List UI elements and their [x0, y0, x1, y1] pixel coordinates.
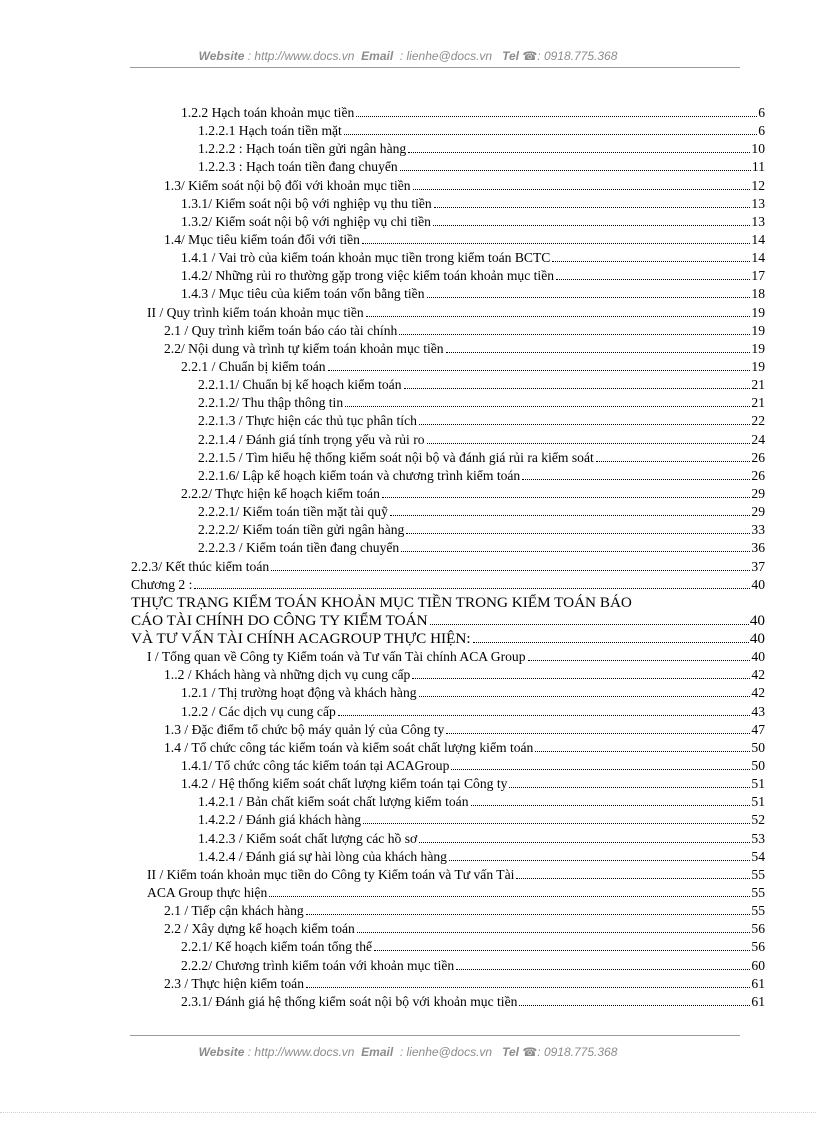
- toc-entry-title: 1.4 / Tổ chức công tác kiểm toán và kiểm soát chất lượng kiểm toán: [164, 740, 534, 755]
- toc-entry-title: ACA Group thực hiện: [147, 885, 268, 900]
- toc-leader-dots: [344, 134, 757, 135]
- tel-value: ☎: 0918.775.368: [522, 1045, 618, 1059]
- toc-entry: [131, 629, 765, 647]
- toc-leader-dots: [338, 715, 751, 716]
- toc-entry-title: 2.3 / Thực hiện kiểm toán: [164, 976, 305, 991]
- toc-entry: [181, 194, 765, 212]
- toc-leader-dots: [271, 570, 750, 571]
- toc-entry-page: 56: [751, 921, 765, 936]
- toc-entry-title: 2.2/ Nội dung và trình tự kiểm toán khoản mục tiền: [164, 341, 444, 356]
- toc-leader-dots: [446, 733, 750, 734]
- toc-leader-dots: [471, 805, 751, 806]
- toc-entry-page: 11: [751, 159, 765, 174]
- toc-entry-page: 54: [751, 849, 765, 864]
- toc-entry: [164, 230, 765, 248]
- toc-entry: [198, 829, 765, 847]
- toc-entry-page: 14: [751, 250, 765, 265]
- toc-entry-page: 42: [751, 685, 765, 700]
- toc-entry: [198, 448, 765, 466]
- toc-entry: [147, 883, 765, 901]
- toc-entry-page: 52: [751, 812, 765, 827]
- toc-leader-dots: [345, 406, 750, 407]
- toc-leader-dots: [419, 696, 751, 697]
- toc-entry: [164, 176, 765, 194]
- toc-entry-title: 2.2.2.3 / Kiểm toán tiền đang chuyển: [198, 540, 400, 555]
- toc-entry-page: 36: [751, 540, 765, 555]
- page-footer: [0, 1045, 816, 1059]
- toc-leader-dots: [306, 914, 751, 915]
- tel-label: Tel: [502, 1045, 519, 1059]
- website-label: Website: [198, 49, 245, 63]
- toc-leader-dots: [446, 352, 751, 353]
- toc-leader-dots: [413, 189, 751, 190]
- toc-entry-page: 26: [751, 450, 765, 465]
- toc-entry-title: 2.2.2.1/ Kiểm toán tiền mặt tài quỹ: [198, 504, 388, 519]
- toc-leader-dots: [419, 424, 751, 425]
- toc-entry-title: 2.2.1.2/ Thu thập thông tin: [198, 395, 344, 410]
- toc-entry-page: 22: [751, 413, 765, 428]
- toc-leader-dots: [400, 170, 751, 171]
- toc-entry-title: 2.2 / Xây dựng kế hoạch kiểm toán: [164, 921, 355, 936]
- toc-entry: [164, 720, 765, 738]
- header-rule: [130, 67, 740, 68]
- email-label: Email: [361, 49, 394, 63]
- toc-entry-title: 1.3.1/ Kiểm soát nội bộ với nghiệp vụ thu tiền: [181, 196, 432, 211]
- toc-leader-dots: [406, 533, 750, 534]
- toc-leader-dots: [552, 261, 750, 262]
- toc-entry-title: 1.4.1 / Vai trò của kiểm toán khoản mục tiền trong kiểm toán BCTC: [181, 250, 551, 265]
- toc-leader-dots: [419, 842, 750, 843]
- toc-leader-dots: [556, 279, 750, 280]
- toc-entry: [164, 919, 765, 937]
- toc-entry: [181, 484, 765, 502]
- toc-leader-dots: [427, 297, 751, 298]
- toc-entry: [198, 502, 765, 520]
- toc-entry-page: 17: [751, 268, 765, 283]
- toc-entry-page: 6: [758, 105, 765, 120]
- toc-entry: [181, 702, 765, 720]
- toc-entry-page: 55: [751, 885, 765, 900]
- toc-entry-title: 1.4.3 / Mục tiêu của kiểm toán vốn bằng tiền: [181, 286, 425, 301]
- toc-entry-title: 2.3.1/ Đánh giá hệ thống kiểm soát nội bộ với khoản mục tiền: [181, 994, 518, 1009]
- toc-entry-title: 2.2.2.2/ Kiểm toán tiền gửi ngân hàng: [198, 522, 405, 537]
- toc-leader-dots: [516, 878, 750, 879]
- toc-leader-dots: [399, 334, 750, 335]
- email-value: : lienhe@docs.vn: [399, 49, 493, 63]
- toc-entry: [164, 339, 765, 357]
- toc-entry-title: 2.2.1.3 / Thực hiện các thủ tục phân tích: [198, 413, 417, 428]
- toc-entry-title: 1.2.2 Hạch toán khoản mục tiền: [181, 105, 355, 120]
- toc-leader-dots: [269, 896, 750, 897]
- toc-entry-page: 21: [751, 377, 765, 392]
- toc-entry-page: 19: [751, 323, 765, 338]
- toc-entry-page: 47: [751, 722, 765, 737]
- toc-entry: [198, 157, 765, 175]
- toc-entry-title: 1.3 / Đặc điểm tổ chức bộ máy quản lý của Công ty: [164, 722, 445, 737]
- toc-entry-title: 2.2.2/ Thực hiện kế hoạch kiểm toán: [181, 486, 380, 501]
- toc-leader-dots: [404, 388, 751, 389]
- toc-entry-title: 1.4.2.4 / Đánh giá sự hài lòng của khách hàng: [198, 849, 447, 864]
- toc-entry-title: 2.1 / Quy trình kiểm toán báo cáo tài chính: [164, 323, 398, 338]
- toc-entry-title: 1.4.1/ Tổ chức công tác kiểm toán tại ACAGroup: [181, 758, 450, 773]
- toc-entry-page: 55: [751, 903, 765, 918]
- toc-entry-page: 50: [751, 740, 765, 755]
- toc-entry: [131, 575, 765, 593]
- toc-leader-dots: [451, 769, 750, 770]
- toc-entry: [164, 974, 765, 992]
- toc-entry-page: 29: [751, 504, 765, 519]
- toc-entry-page: 18: [751, 286, 765, 301]
- toc-entry-title: 1.4/ Mục tiêu kiểm toán đối với tiền: [164, 232, 360, 247]
- toc-entry-page: 19: [751, 341, 765, 356]
- email-value: : lienhe@docs.vn: [399, 1045, 493, 1059]
- toc-entry-title: 2.1 / Tiếp cận khách hàng: [164, 903, 304, 918]
- toc-entry-page: 42: [751, 667, 765, 682]
- toc-entry: [164, 901, 765, 919]
- toc-entry-page: 21: [751, 395, 765, 410]
- page-bottom-border: [0, 1112, 816, 1113]
- toc-entry-page: 51: [751, 776, 765, 791]
- toc-entry: [198, 847, 765, 865]
- toc-entry: [164, 321, 765, 339]
- toc-leader-dots: [519, 1005, 750, 1006]
- toc-leader-dots: [535, 751, 750, 752]
- toc-entry: [147, 647, 765, 665]
- toc-leader-dots: [362, 243, 750, 244]
- toc-entry: [198, 520, 765, 538]
- toc-entry-title: 2.2.1/ Kế hoạch kiểm toán tổng thể: [181, 939, 373, 954]
- toc-entry: [198, 466, 765, 484]
- toc-entry-page: 61: [751, 994, 765, 1009]
- toc-leader-dots: [408, 152, 750, 153]
- toc-entry: [181, 212, 765, 230]
- toc-entry: [181, 683, 765, 701]
- toc-entry-title: 2.2.1.6/ Lập kế hoạch kiểm toán và chương trình kiểm toán: [198, 468, 521, 483]
- toc-entry: [181, 284, 765, 302]
- email-label: Email: [361, 1045, 394, 1059]
- toc-entry-page: 51: [751, 794, 765, 809]
- toc-entry: [181, 248, 765, 266]
- toc-entry-page: 10: [751, 141, 765, 156]
- toc-entry-page: 50: [751, 758, 765, 773]
- toc-entry: [198, 139, 765, 157]
- toc-entry-page: 14: [751, 232, 765, 247]
- toc-entry-page: 19: [751, 359, 765, 374]
- toc-leader-dots: [356, 116, 757, 117]
- toc-entry: [198, 393, 765, 411]
- toc-entry-page: 40: [751, 649, 765, 664]
- toc-entry-page: 26: [751, 468, 765, 483]
- toc-entry-title: VÀ TƯ VẤN TÀI CHÍNH ACAGROUP THỰC HIỆN:: [131, 630, 471, 647]
- toc-entry: [198, 411, 765, 429]
- toc-entry: [181, 774, 765, 792]
- toc-leader-dots: [357, 932, 751, 933]
- tel-value: ☎: 0918.775.368: [522, 49, 618, 63]
- toc-entry: [198, 792, 765, 810]
- toc-entry-page: 24: [751, 432, 765, 447]
- toc-entry-page: 40: [749, 630, 765, 647]
- toc-entry: [181, 992, 765, 1010]
- toc-entry-title: 1.3.2/ Kiểm soát nội bộ với nghiệp vụ chi tiền: [181, 214, 431, 229]
- toc-leader-dots: [596, 461, 751, 462]
- toc-leader-dots: [382, 497, 751, 498]
- toc-entry-page: 56: [751, 939, 765, 954]
- toc-entry-page: 37: [751, 559, 765, 574]
- toc-entry: [181, 937, 765, 955]
- toc-entry-title: 2.2.2/ Chương trình kiểm toán với khoản mục tiền: [181, 958, 455, 973]
- website-label: Website: [198, 1045, 245, 1059]
- toc-leader-dots: [509, 787, 750, 788]
- toc-entry-title: CÁO TÀI CHÍNH DO CÔNG TY KIỂM TOÁN: [131, 612, 428, 629]
- toc-entry-page: 61: [751, 976, 765, 991]
- toc-leader-dots: [374, 950, 750, 951]
- toc-entry: [198, 375, 765, 393]
- toc-leader-dots: [306, 987, 750, 988]
- toc-entry-page: 13: [751, 214, 765, 229]
- toc-entry-title: 1.4.2.1 / Bản chất kiểm soát chất lượng kiểm toán: [198, 794, 469, 809]
- toc-entry-title: 1.4.2.3 / Kiểm soát chất lượng các hồ sơ: [198, 831, 418, 846]
- toc-entry: [181, 956, 765, 974]
- toc-entry-title: 1..2 / Khách hàng và những dịch vụ cung cấp: [164, 667, 411, 682]
- toc-entry-page: 29: [751, 486, 765, 501]
- toc-leader-dots: [328, 370, 751, 371]
- toc-leader-dots: [522, 479, 750, 480]
- toc-entry: [198, 810, 765, 828]
- toc-entry: [147, 865, 765, 883]
- website-value: : http://www.docs.vn: [247, 1045, 355, 1059]
- toc-entry: [198, 538, 765, 556]
- toc-leader-dots: [427, 443, 751, 444]
- toc-entry: [131, 593, 765, 611]
- toc-leader-dots: [366, 316, 751, 317]
- toc-entry-title: 1.3/ Kiểm soát nội bộ đối với khoản mục tiền: [164, 178, 411, 193]
- toc-entry: [198, 121, 765, 139]
- toc-entry-page: 33: [751, 522, 765, 537]
- toc-entry-page: 40: [749, 612, 765, 629]
- toc-entry-title: 2.2.1 / Chuẩn bị kiểm toán: [181, 359, 326, 374]
- tel-label: Tel: [502, 49, 519, 63]
- toc-entry-title: 1.4.2/ Những rủi ro thường gặp trong việc kiểm toán khoản mục tiền: [181, 268, 555, 283]
- toc-leader-dots: [390, 515, 751, 516]
- toc-leader-dots: [363, 823, 750, 824]
- toc-entry-page: 55: [751, 867, 765, 882]
- toc-leader-dots: [473, 642, 749, 643]
- toc-leader-dots: [434, 207, 751, 208]
- page-header: [0, 49, 816, 63]
- toc-entry-title: 2.2.1.1/ Chuẩn bị kế hoạch kiểm toán: [198, 377, 402, 392]
- toc-entry-page: 13: [751, 196, 765, 211]
- website-value: : http://www.docs.vn: [247, 49, 355, 63]
- toc-entry-page: 60: [751, 958, 765, 973]
- toc-entry-page: 6: [758, 123, 765, 138]
- footer-rule: [130, 1035, 740, 1036]
- toc-entry: [181, 756, 765, 774]
- toc-entry: [164, 738, 765, 756]
- toc-entry: [181, 357, 765, 375]
- toc-entry-page: 12: [751, 178, 765, 193]
- toc-entry-page: 43: [751, 704, 765, 719]
- toc-leader-dots: [456, 969, 750, 970]
- toc-entry-title: 1.2.1 / Thị trường hoạt động và khách hàng: [181, 685, 417, 700]
- toc-entry: [131, 557, 765, 575]
- toc-leader-dots: [412, 678, 750, 679]
- toc-leader-dots: [194, 588, 750, 589]
- toc-entry: [181, 266, 765, 284]
- toc-entry: [131, 611, 765, 629]
- toc-entry: [147, 303, 765, 321]
- toc-entry-title: 2.2.1.4 / Đánh giá tính trọng yếu và rủi ro: [198, 432, 425, 447]
- toc-entry-title: 1.2.2.1 Hạch toán tiền mặt: [198, 123, 342, 138]
- toc-entry-title: 1.2.2.3 : Hạch toán tiền đang chuyển: [198, 159, 398, 174]
- toc-leader-dots: [430, 624, 749, 625]
- toc-entry-title: Chương 2 :: [131, 577, 193, 592]
- toc-entry-title: II / Quy trình kiểm toán khoản mục tiền: [147, 305, 364, 320]
- toc-leader-dots: [449, 860, 750, 861]
- toc-entry-title: 2.2.1.5 / Tìm hiểu hệ thống kiểm soát nội bộ và đánh giá rủi ra kiểm soát: [198, 450, 594, 465]
- toc-leader-dots: [528, 660, 751, 661]
- toc-leader-dots: [401, 551, 750, 552]
- toc-entry-page: 40: [751, 577, 765, 592]
- toc-entry-title: 1.4.2 / Hệ thống kiểm soát chất lượng kiểm toán tại Công ty: [181, 776, 508, 791]
- toc-entry-title: II / Kiểm toán khoản mục tiền do Công ty Kiểm toán và Tư vấn Tài: [147, 867, 515, 882]
- toc-entry-title: I / Tổng quan về Công ty Kiểm toán và Tư vấn Tài chính ACA Group: [147, 649, 526, 664]
- toc-entry-title: 1.2.2 / Các dịch vụ cung cấp: [181, 704, 336, 719]
- toc-entry-title: 1.2.2.2 : Hạch toán tiền gửi ngân hàng: [198, 141, 407, 156]
- toc-entry: [181, 103, 765, 121]
- toc-entry: [198, 430, 765, 448]
- toc-leader-dots: [433, 225, 750, 226]
- toc-entry-title: 2.2.3/ Kết thúc kiểm toán: [131, 559, 270, 574]
- toc-entry-page: 53: [751, 831, 765, 846]
- toc-entry-title: 1.4.2.2 / Đánh giá khách hàng: [198, 812, 362, 827]
- toc-entry-title: THỰC TRẠNG KIỂM TOÁN KHOẢN MỤC TIỀN TRONG KIỂM TOÁN BÁO: [131, 594, 632, 611]
- toc-entry: [164, 665, 765, 683]
- toc-entry-page: 19: [751, 305, 765, 320]
